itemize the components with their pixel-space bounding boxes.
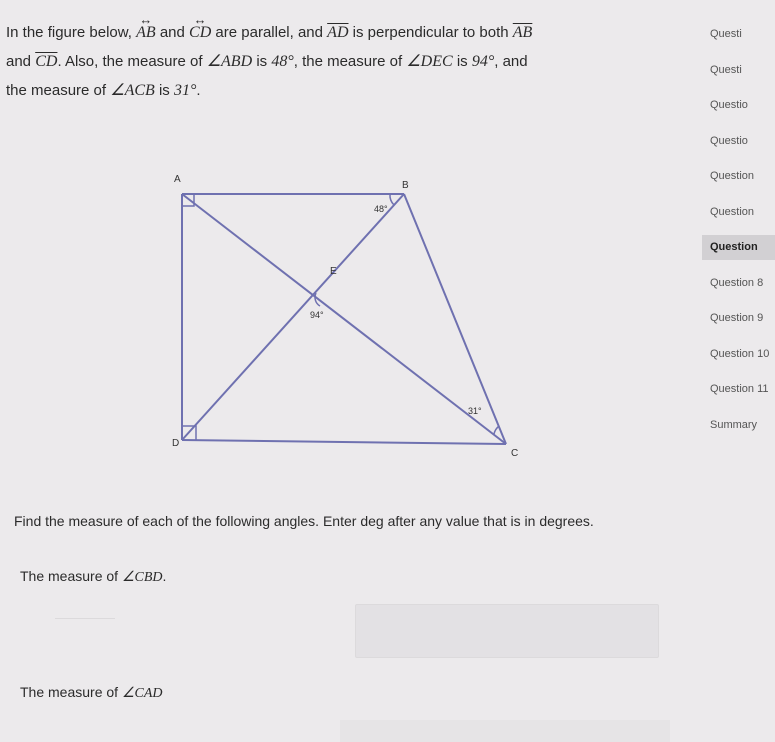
angle-arc-c bbox=[494, 426, 499, 434]
sidebar-item-summary[interactable]: Summary bbox=[710, 418, 758, 431]
ray-cd: ↔ CD bbox=[189, 18, 211, 47]
problem-text: . Also, the measure of bbox=[57, 53, 203, 70]
sidebar-item-question[interactable]: Questio bbox=[710, 134, 748, 147]
angle-acb: ∠ACB bbox=[110, 82, 155, 99]
angle-label-94: 94° bbox=[310, 310, 324, 320]
ray-ab: ↔ AB bbox=[136, 18, 156, 47]
angle-label-48: 48° bbox=[374, 204, 388, 214]
segment-ad: AD bbox=[327, 24, 349, 41]
answer-line bbox=[55, 618, 115, 619]
segment-bc-line bbox=[404, 194, 506, 444]
sidebar-item-question[interactable]: Questi bbox=[710, 63, 742, 76]
label-e: E bbox=[330, 266, 337, 277]
segment-dc-line bbox=[182, 440, 506, 444]
label-c: C bbox=[511, 448, 519, 459]
instructions: Find the measure of each of the following angles. Enter deg after any value that is in degrees. bbox=[14, 513, 594, 529]
question-angle: ∠CAD bbox=[121, 686, 163, 701]
label-a: A bbox=[174, 174, 181, 185]
problem-text: , the measure of bbox=[293, 53, 403, 70]
problem-text: is bbox=[456, 53, 468, 70]
segment-ab: AB bbox=[512, 24, 533, 41]
problem-text: is bbox=[158, 82, 170, 99]
question-angle: ∠CBD bbox=[121, 570, 163, 585]
problem-text: , and bbox=[494, 53, 528, 70]
problem-text: the measure of bbox=[6, 82, 107, 99]
angle-abd: ∠ABD bbox=[206, 53, 253, 70]
question-cbd bbox=[20, 568, 166, 586]
label-d: D bbox=[172, 438, 180, 449]
problem-text: and bbox=[159, 24, 185, 41]
problem-text: is perpendicular to both bbox=[352, 24, 509, 41]
problem-statement bbox=[6, 18, 686, 105]
angle-arc-b bbox=[390, 194, 394, 205]
question-cad bbox=[20, 684, 163, 702]
sidebar-item-question[interactable]: Questio bbox=[710, 99, 748, 111]
sidebar-item-question-8[interactable]: Question 8 bbox=[710, 276, 764, 289]
sidebar-item-question[interactable]: Question bbox=[710, 170, 755, 182]
segment-cd: CD bbox=[35, 53, 58, 70]
answer-input-cad[interactable] bbox=[340, 720, 670, 742]
angle-dec: ∠DEC bbox=[406, 53, 453, 70]
sidebar-item-question[interactable]: Questi bbox=[710, 28, 742, 40]
question-suffix: . bbox=[162, 568, 167, 584]
sidebar-item-question-9[interactable]: Question 9 bbox=[710, 312, 764, 324]
problem-text: . bbox=[196, 82, 201, 99]
answer-input-cbd[interactable] bbox=[355, 604, 659, 658]
value-acb: 31° bbox=[173, 82, 197, 99]
problem-text: is bbox=[256, 53, 268, 70]
value-abd: 48° bbox=[271, 53, 294, 70]
question-prefix: The measure of bbox=[20, 684, 119, 700]
problem-text: In the figure below, bbox=[6, 24, 132, 41]
sidebar-item-question-10[interactable]: Question 10 bbox=[710, 347, 770, 360]
sidebar-item-question[interactable]: Question bbox=[710, 205, 755, 218]
sidebar-item-question-11[interactable]: Question 11 bbox=[710, 383, 769, 395]
label-b: B bbox=[402, 180, 409, 191]
problem-text: and bbox=[6, 53, 32, 70]
geometry-figure bbox=[168, 168, 528, 468]
problem-text: are parallel, and bbox=[215, 24, 323, 41]
segment-bd-line bbox=[182, 194, 404, 440]
figure-lines bbox=[182, 194, 506, 444]
segment-ac-line bbox=[182, 194, 506, 444]
angle-label-31: 31° bbox=[468, 406, 482, 416]
question-sidebar bbox=[702, 22, 775, 448]
sidebar-item-question[interactable]: Question bbox=[702, 235, 775, 260]
value-dec: 94° bbox=[471, 53, 495, 70]
question-prefix: The measure of bbox=[20, 568, 119, 584]
